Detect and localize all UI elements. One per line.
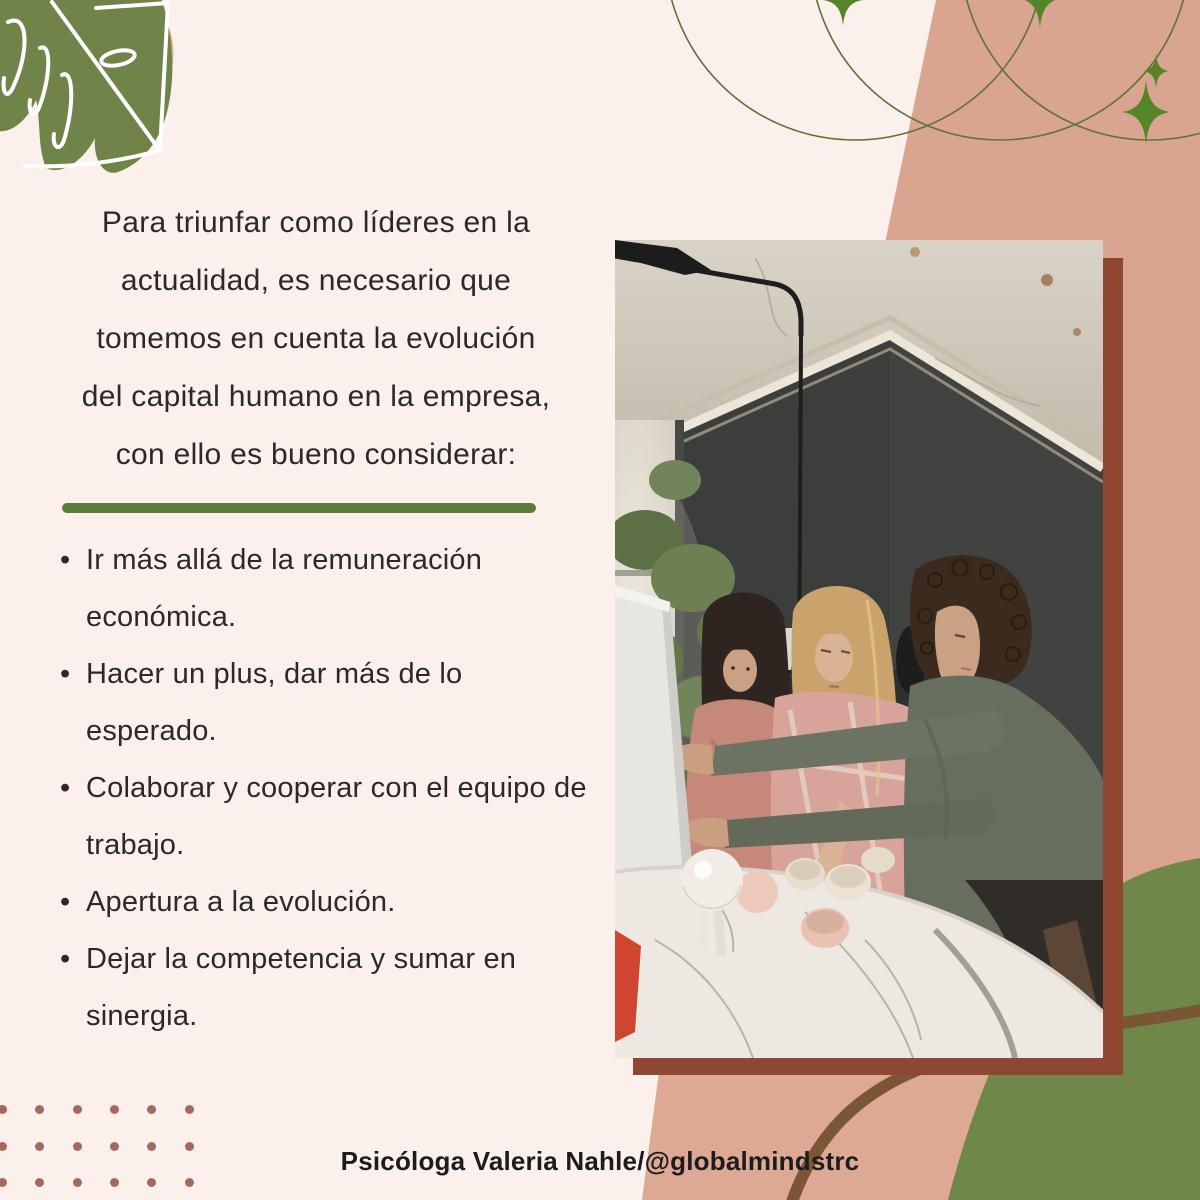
bullet-text: Ir más allá de la remuneración económica. — [86, 544, 483, 633]
intro-line: tomemos en cuenta la evolución — [96, 322, 536, 355]
intro-line: del capital humano en la empresa, — [81, 380, 551, 413]
intro-paragraph — [36, 194, 596, 484]
bullet-dot: • — [60, 943, 71, 975]
grid-dot — [110, 1178, 119, 1187]
bullet-item — [60, 874, 600, 931]
office-team-photo — [615, 240, 1103, 1058]
bullet-text: Hacer un plus, dar más de lo esperado. — [86, 658, 463, 747]
sparkle-icon — [823, 0, 863, 26]
bullet-item — [60, 646, 600, 760]
bullet-dot: • — [60, 772, 71, 804]
bullet-text: Colaborar y cooperar con el equipo de trabajo. — [86, 772, 587, 861]
grid-dot — [73, 1178, 82, 1187]
grid-dot — [185, 1105, 194, 1114]
intro-line: Para triunfar como líderes en la — [101, 206, 531, 239]
grid-dot — [73, 1105, 82, 1114]
grid-dot — [110, 1105, 119, 1114]
bullet-item — [60, 760, 600, 874]
leaf-blob-green — [0, 0, 172, 173]
bullet-text: Apertura a la evolución. — [86, 886, 396, 918]
bullet-text: Dejar la competencia y sumar en sinergia. — [86, 943, 517, 1032]
intro-line: con ello es bueno considerar: — [115, 438, 517, 471]
bullet-item — [60, 532, 600, 646]
grid-dot — [185, 1178, 194, 1187]
bullet-list — [60, 532, 600, 1045]
monstera-leaf-illustration — [0, 0, 174, 173]
bullet-item — [60, 931, 600, 1045]
intro-line: actualidad, es necesario que — [120, 264, 512, 297]
bullet-dot: • — [60, 658, 71, 690]
bullet-dot: • — [60, 886, 71, 918]
footer-credit: Psicóloga Valeria Nahle/@globalmindstrc — [340, 1146, 860, 1176]
green-divider-line — [62, 503, 536, 513]
bullet-dot: • — [60, 544, 71, 576]
